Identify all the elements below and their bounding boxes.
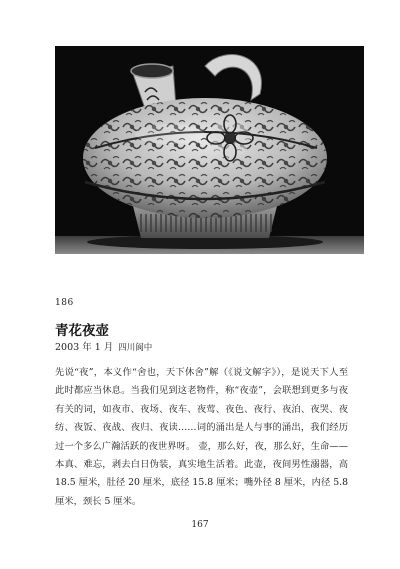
page-number: 167 bbox=[191, 520, 209, 530]
item-date: 2003 年 1 月 bbox=[55, 342, 114, 353]
item-place: 四川阆中 bbox=[118, 343, 153, 353]
item-meta bbox=[55, 339, 152, 353]
blue-white-night-pot-photo bbox=[55, 46, 364, 254]
item-title: 青花夜壶 bbox=[55, 323, 109, 339]
body-text bbox=[55, 364, 348, 511]
body-paragraph: 先说“夜”，本义作“舍也，天下休舍”解（《说文解字》），是说天下人至此时都应当休息。当我们见到这老物件，称“夜壶”，会联想到更多与夜有关的词，如夜市、夜场、夜车、夜莺、夜色、夜行、夜泊、夜哭、夜纺、夜饭、夜战、夜归、夜读……词的涌出是人与事的涌出，我们经历过一个多么广瀚活跃的夜世界呀。 壶，那么好，夜，那么好，生命——本真、难忘，剥去白日伪装，真实地生活着。此壶，夜间男性溺器，高 18.5 厘米，肚径 20 厘米，底径 15.8 厘米；嘴外径 8 厘米，内径 5.8 厘米，颈长 5 厘米。 bbox=[55, 367, 348, 507]
item-number: 186 bbox=[55, 298, 74, 308]
